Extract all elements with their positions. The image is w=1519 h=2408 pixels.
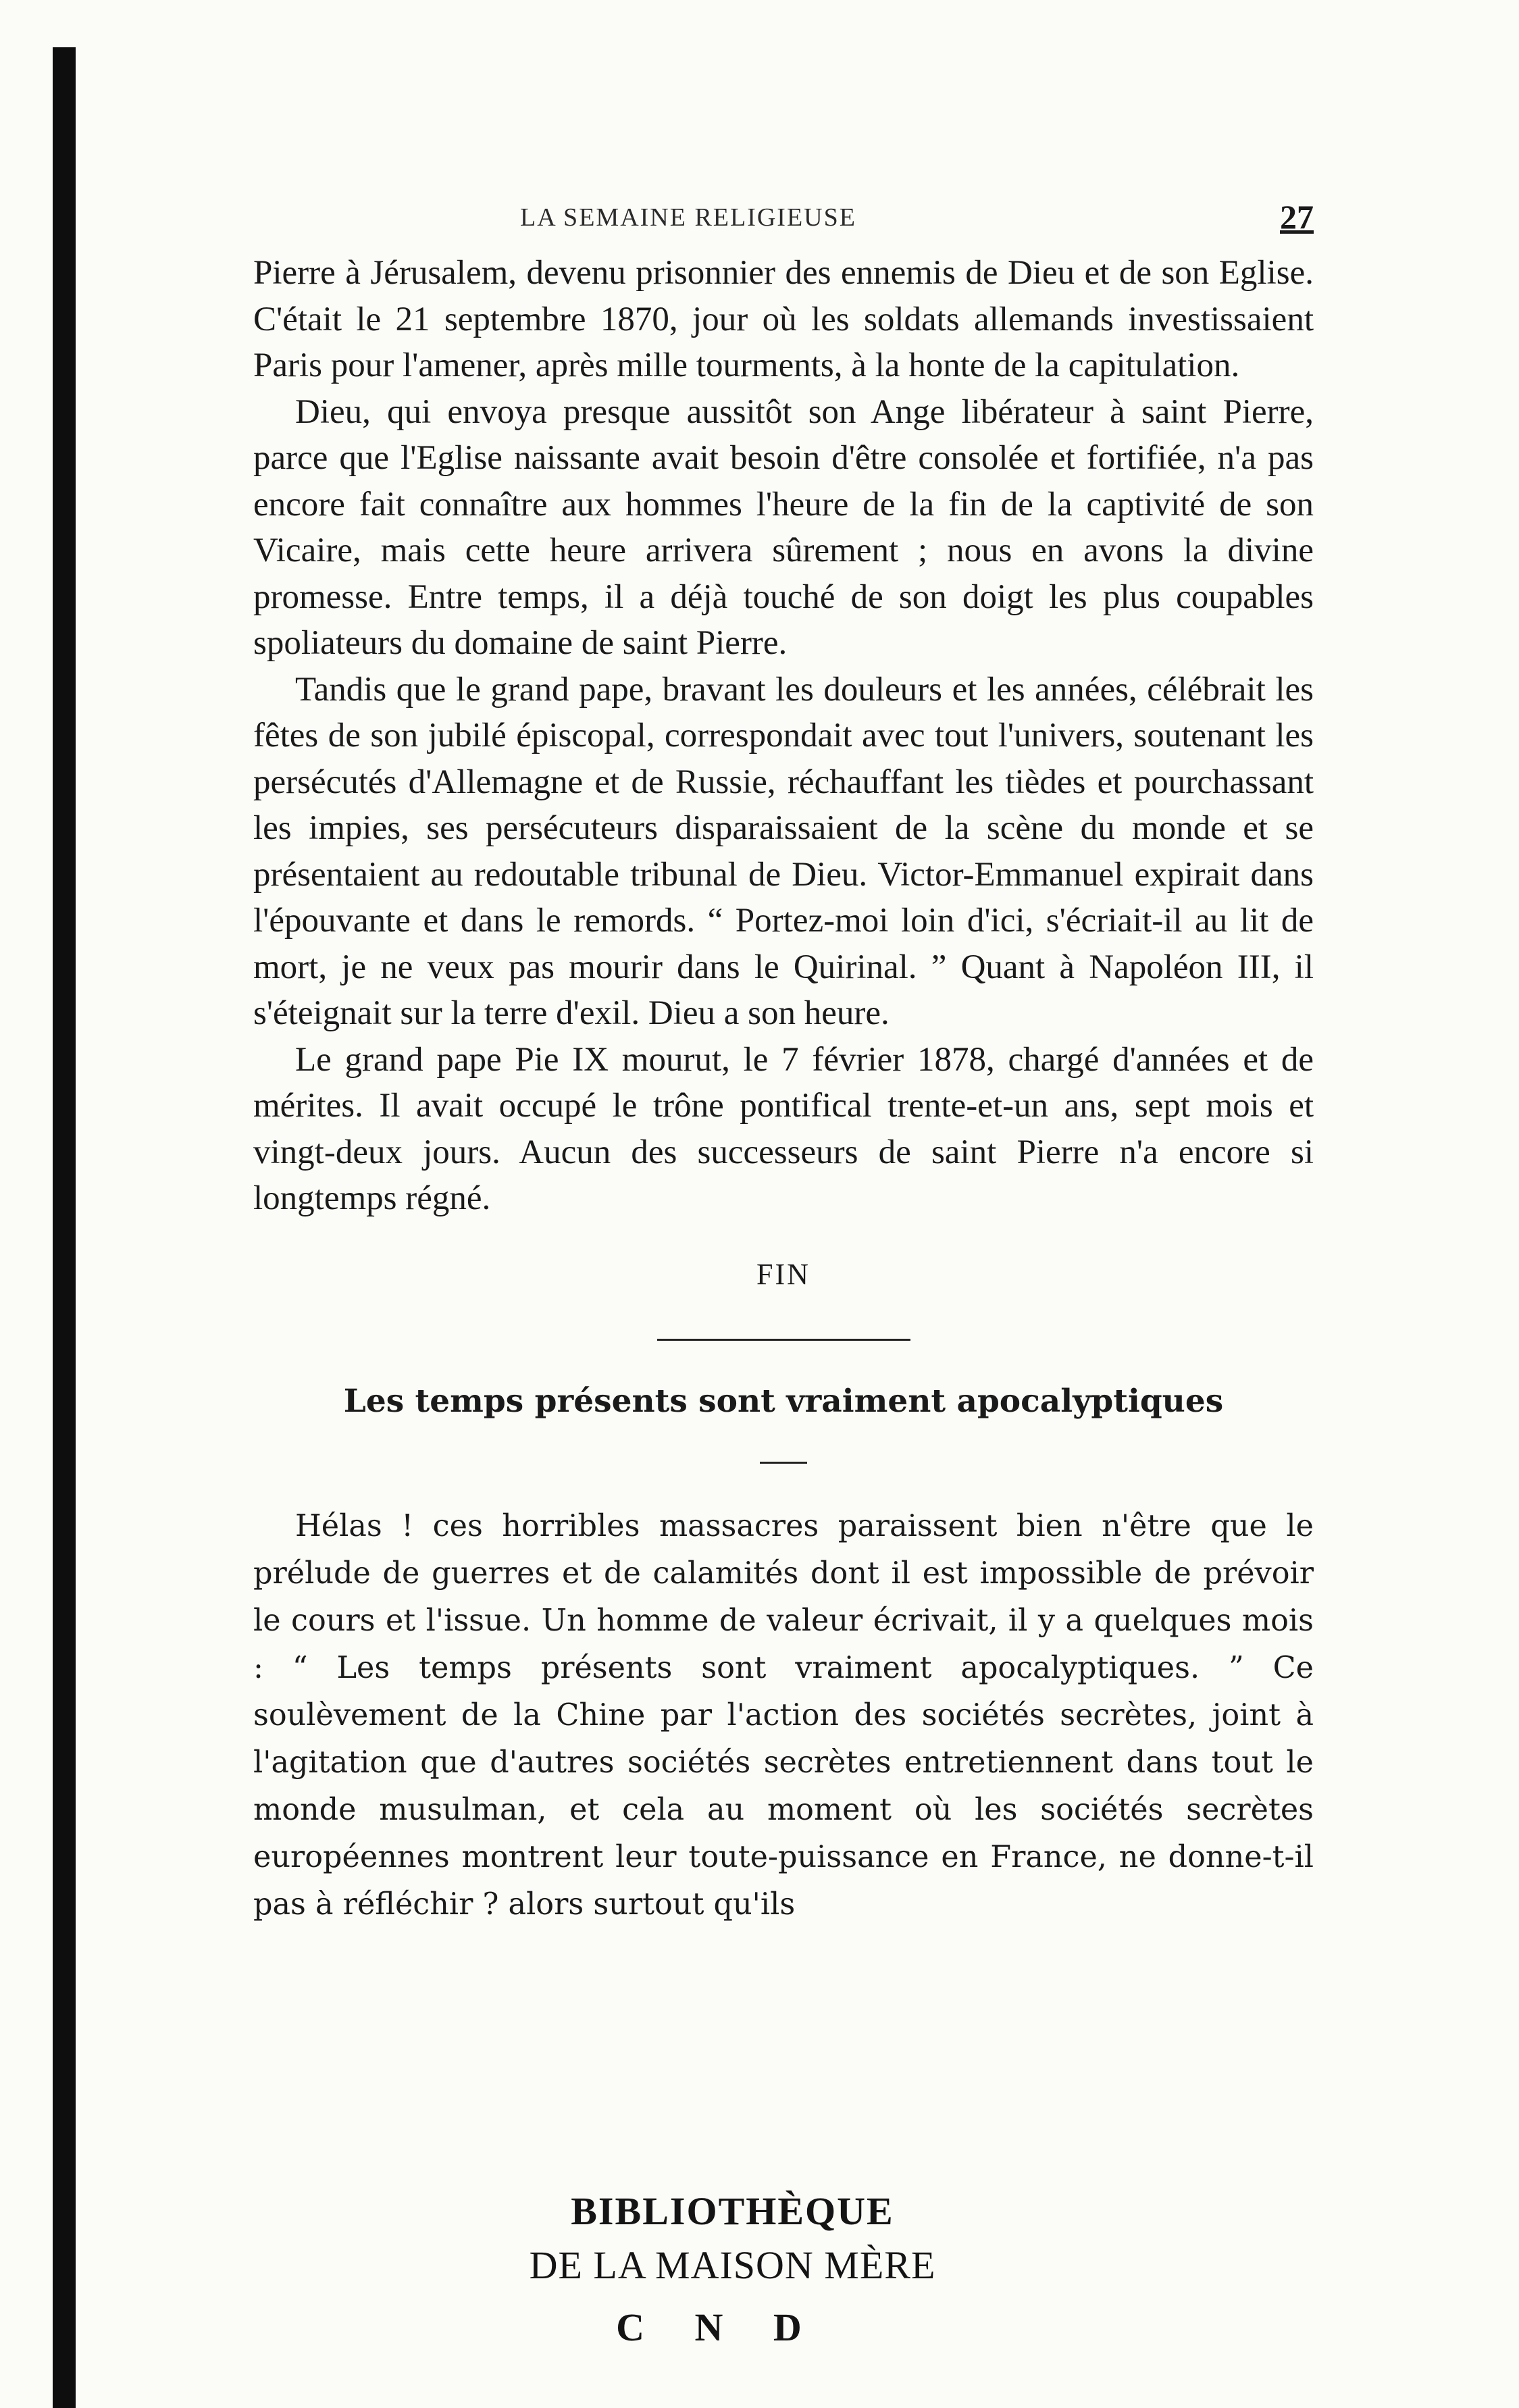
fin-mark: FIN [756,1257,810,1291]
book-page [253,198,1314,1928]
paragraph: Tandis que le grand pape, bravant les douleurs et les années, célébrait les fêtes de son jubilé épiscopal, correspondait avec tout l'univers, soutenant les persécutés d'Allemagne et de Russie, réchauffant les tièdes et pourchassant les impies, ses persécuteurs disparaissaient de la scène du monde et se présentaient au redoutable tribunal de Dieu. Victor-Emmanuel expirait dans l'épouvante et dans le remords. “ Portez-moi loin d'ici, s'écriait-il au lit de mort, je ne veux pas mourir dans le Quirinal. ” Quant à Napoléon III, il s'éteignait sur la terre d'exil. Dieu a son heure. [253,670,1314,1032]
library-stamp-line-1: BIBLIOTHÈQUE [571,2189,894,2233]
paragraph: Dieu, qui envoya presque aussitôt son Ange libérateur à saint Pierre, parce que l'Eglise naissante avait besoin d'être consolée et fortifiée, n'a pas encore fait connaître aux hommes l'heure de la fin de la captivité de son Vicaire, mais cette heure arrivera sûrement ; nous en avons la divine promesse. Entre temps, il a déjà touché de son doigt les plus coupables spoliateurs du domaine de saint Pierre. [253,392,1314,662]
running-head [253,198,1314,250]
library-stamp-line-3: C N D [616,2305,822,2345]
paragraph: Hélas ! ces horribles massacres paraissent bien n'être que le prélude de guerres et de calamités dont il est impossible de prévoir le cours et l'issue. Un homme de valeur écrivait, il y a quelques mois : “ Les temps présents sont vraiment apocalyptiques. ” Ce soulèvement de la Chine par l'action des sociétés secrètes, joint à l'agitation que d'autres sociétés secrètes entretiennent dans tout le monde musulman, et cela au moment où les sociétés secrètes européennes montrent leur toute-puissance en France, ne donne-t-il pas à réfléchir ? alors surtout qu'ils [253,1508,1314,1922]
scan-binding-edge [53,47,76,2408]
title-underline-rule [760,1462,807,1464]
section-divider [657,1339,910,1341]
page-number: 27 [1280,198,1314,236]
library-stamp-line-2: DE LA MAISON MÈRE [529,2243,936,2287]
running-title: LA SEMAINE RELIGIEUSE [520,203,856,232]
article-title: Les temps présents sont vraiment apocalyptiques [343,1382,1224,1420]
paragraph: Pierre à Jérusalem, devenu prisonnier des ennemis de Dieu et de son Eglise. C'était le 21 septembre 1870, jour où les soldats allemands investissaient Paris pour l'amener, après mille tourments, à la honte de la capitulation. [253,254,1314,384]
article-end-body [253,250,1314,1222]
paragraph: Le grand pape Pie IX mourut, le 7 février 1878, chargé d'années et de mérites. Il avait occupé le trône pontifical trente-et-un ans, sept mois et vingt-deux jours. Aucun des successeurs de saint Pierre n'a encore si longtemps régné. [253,1040,1314,1217]
new-article-body [253,1503,1314,1928]
